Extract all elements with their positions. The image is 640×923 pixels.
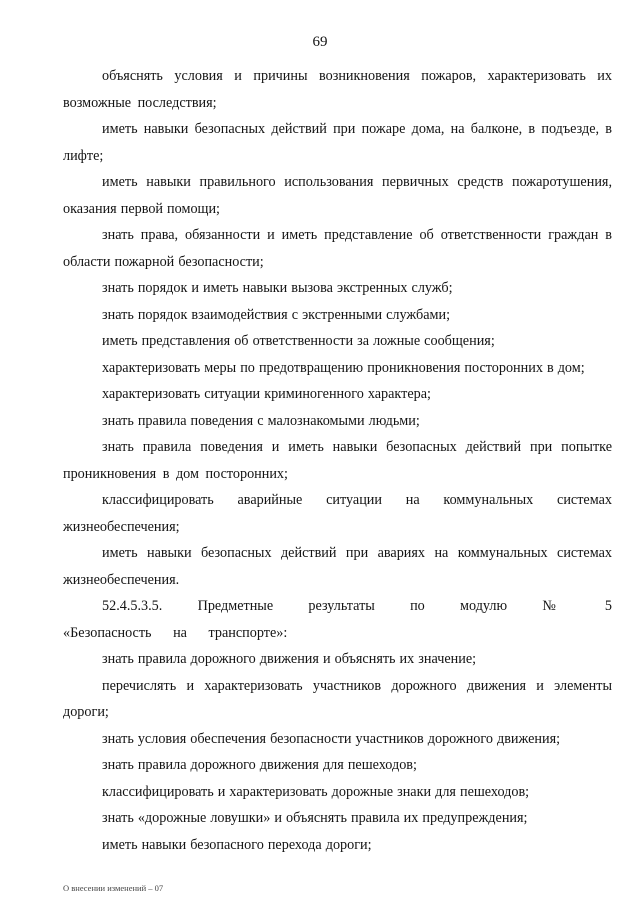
paragraph-false-reports: иметь представления об ответственности за ложные сообщения; <box>102 333 495 349</box>
paragraph-emergency-interaction: знать порядок взаимодействия с экстренными службами; <box>102 306 451 323</box>
paragraph-pedestrian-rules: знать правила дорожного движения для пешеходов; <box>102 757 417 773</box>
paragraph-intrusion-actions: знать правила поведения и иметь навыки безопасных действий при попытке проникновения в дом посторонних; <box>63 439 612 482</box>
paragraph-road-traps: знать «дорожные ловушки» и объяснять правила их предупреждения; <box>102 810 528 826</box>
page-number: 69 <box>312 34 328 50</box>
paragraph-citizen-rights: знать права, обязанности и иметь представление об ответственности граждан в области пожарной безопасности; <box>63 227 612 270</box>
paragraph-traffic-safety: знать условия обеспечения безопасности участников дорожного движения; <box>102 730 561 747</box>
paragraph-extinguishing-means: иметь навыки правильного использования первичных средств пожаротушения, оказания первой помощи; <box>63 174 612 217</box>
paragraph-emergency-call: знать порядок и иметь навыки вызова экстренных служб; <box>102 280 453 296</box>
footer-note: О внесении изменений – 07 <box>63 883 164 893</box>
paragraph-strangers-behavior: знать правила поведения с малознакомыми людьми; <box>102 412 420 429</box>
paragraph-traffic-participants: перечислять и характеризовать участников дорожного движения и элементы дороги; <box>63 677 612 720</box>
paragraph-criminal-situations: характеризовать ситуации криминогенного характера; <box>102 386 431 402</box>
document-body <box>63 63 612 858</box>
paragraph-fire-actions: иметь навыки безопасных действий при пожаре дома, на балконе, в подъезде, в лифте; <box>63 121 612 164</box>
paragraph-utility-classification: классифицировать аварийные ситуации на коммунальных системах жизнеобеспечения; <box>63 492 612 535</box>
paragraph-utility-actions: иметь навыки безопасных действий при авариях на коммунальных системах жизнеобеспечения. <box>63 545 612 588</box>
paragraph-traffic-rules: знать правила дорожного движения и объяснять их значение; <box>102 651 477 667</box>
paragraph-module-5-heading: 52.4.5.3.5. Предметные результаты по модулю № 5 «Безопасность на транспорте»: <box>63 598 612 641</box>
paragraph-road-crossing: иметь навыки безопасного перехода дороги; <box>102 836 372 853</box>
paragraph-intrusion-prevention: характеризовать меры по предотвращению проникновения посторонних в дом; <box>102 359 585 376</box>
paragraph-road-signs: классифицировать и характеризовать дорожные знаки для пешеходов; <box>102 783 530 800</box>
paragraph-fire-causes: объяснять условия и причины возникновения пожаров, характеризовать их возможные последствия; <box>63 68 612 111</box>
